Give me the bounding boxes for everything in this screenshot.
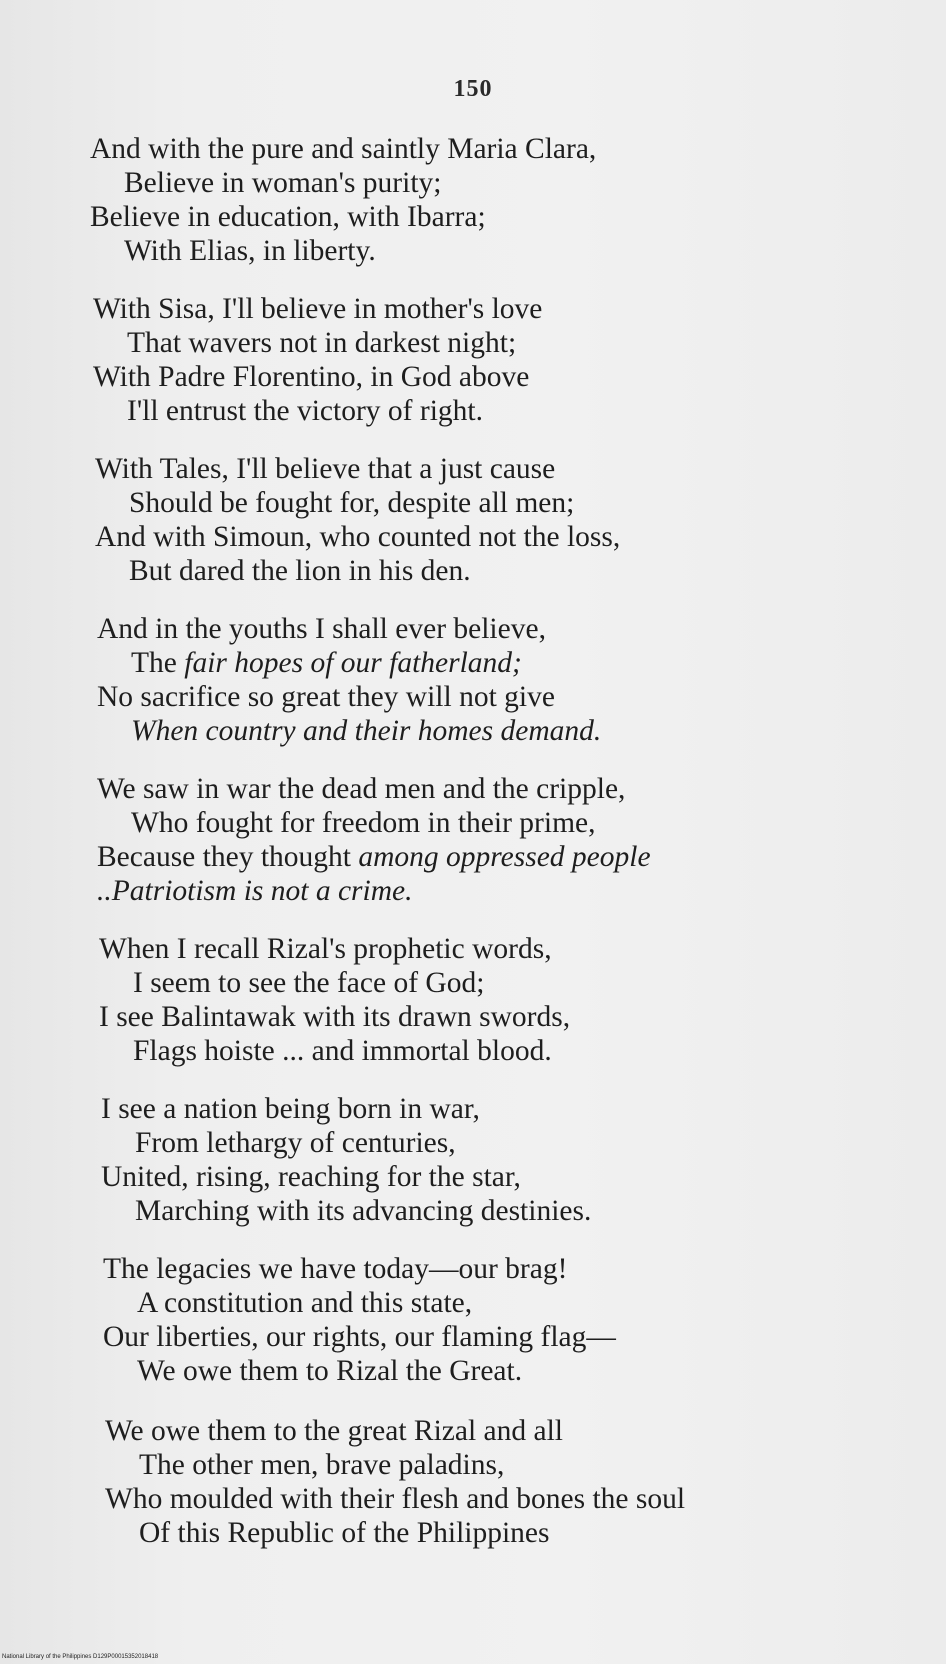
verse-line: I seem to see the face of God; [133, 967, 485, 999]
verse-line: With Sisa, I'll believe in mother's love [93, 293, 543, 325]
verse-line: And with the pure and saintly Maria Clara, [90, 133, 597, 165]
verse-line: I see a nation being born in war, [101, 1093, 480, 1125]
verse-line: I see Balintawak with its drawn swords, [99, 1001, 571, 1033]
stanza-2 [93, 292, 542, 428]
verse-line: With Elias, in liberty. [124, 235, 376, 267]
verse-line: Flags hoiste ... and immortal blood. [133, 1035, 552, 1067]
stanza-7 [101, 1092, 591, 1228]
archive-footer-note: National Library of the Philippines D129P00015352018418 [2, 1654, 159, 1660]
verse-line: The other men, brave paladins, [139, 1449, 505, 1481]
verse-text: The [131, 647, 185, 679]
verse-line: We owe them to the great Rizal and all [105, 1415, 563, 1447]
stanza-4 [97, 612, 601, 748]
verse-line: I'll entrust the victory of right. [127, 395, 483, 427]
verse-line [97, 646, 601, 680]
verse-line: Our liberties, our rights, our flaming flag— [103, 1321, 616, 1353]
verse-line: Of this Republic of the Philippines [139, 1517, 550, 1549]
verse-line: Marching with its advancing destinies. [135, 1195, 592, 1227]
stanza-9 [105, 1414, 685, 1550]
italic-phrase: fair hopes of our fatherland; [184, 647, 522, 679]
verse-line: That wavers not in darkest night; [127, 327, 517, 359]
verse-line: Who moulded with their flesh and bones the soul [105, 1483, 686, 1515]
verse-line: And in the youths I shall ever believe, [97, 613, 546, 645]
verse-line: Believe in woman's purity; [124, 167, 442, 199]
verse-line: We owe them to Rizal the Great. [137, 1355, 523, 1387]
italic-verse-line: When country and their homes demand. [131, 715, 602, 747]
page-number: 150 [453, 76, 493, 102]
verse-line: Should be fought for, despite all men; [129, 487, 575, 519]
stanza-5 [97, 772, 651, 908]
verse-line: United, rising, reaching for the star, [101, 1161, 521, 1193]
verse-line: From lethargy of centuries, [135, 1127, 456, 1159]
stanza-6 [99, 932, 570, 1068]
verse-line: With Padre Florentino, in God above [93, 361, 530, 393]
italic-phrase: among oppressed people [358, 841, 651, 873]
verse-line: Believe in education, with Ibarra; [90, 201, 486, 233]
verse-text: Because they thought [97, 841, 359, 873]
verse-line: When I recall Rizal's prophetic words, [99, 933, 552, 965]
verse-line: No sacrifice so great they will not give [97, 681, 555, 713]
verse-line: And with Simoun, who counted not the loss, [95, 521, 621, 553]
stanza-8 [103, 1252, 616, 1388]
stanza-3 [95, 452, 620, 588]
verse-line: The legacies we have today—our brag! [103, 1253, 568, 1285]
verse-line: With Tales, I'll believe that a just cause [95, 453, 556, 485]
verse-line [97, 840, 651, 874]
italic-verse-line: ..Patriotism is not a crime. [97, 875, 413, 907]
verse-line: A constitution and this state, [137, 1287, 473, 1319]
verse-line: We saw in war the dead men and the cripple, [97, 773, 626, 805]
verse-line: But dared the lion in his den. [129, 555, 471, 587]
verse-line: Who fought for freedom in their prime, [131, 807, 596, 839]
stanza-1 [90, 132, 596, 268]
